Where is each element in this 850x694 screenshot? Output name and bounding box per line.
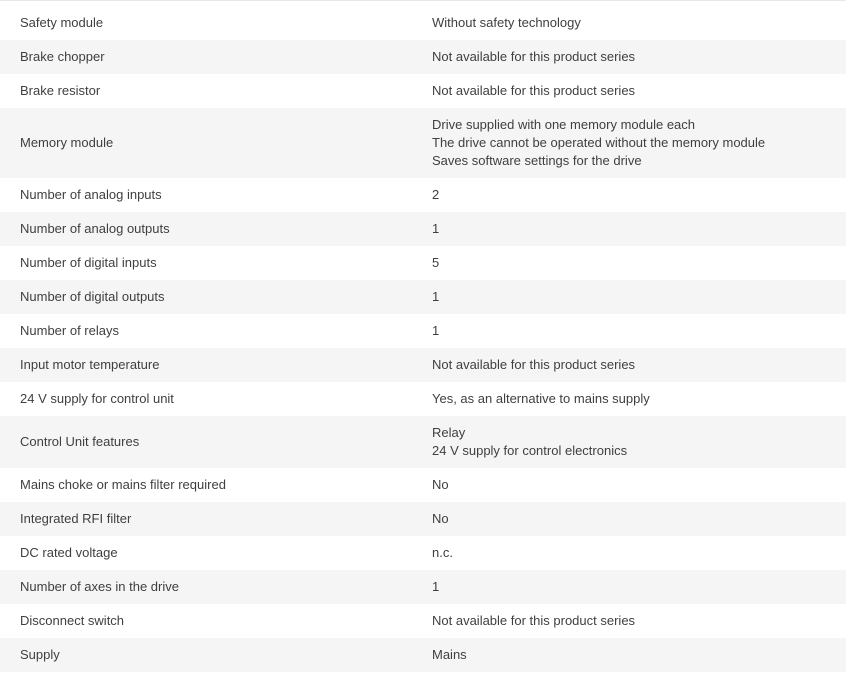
spec-value [432, 48, 846, 66]
table-row [0, 40, 846, 74]
spec-value-line: n.c. [432, 545, 453, 560]
table-row [0, 178, 846, 212]
spec-label: Mains choke or mains filter required [20, 477, 226, 492]
table-row [0, 604, 846, 638]
spec-label: Memory module [20, 135, 114, 150]
table-row [0, 348, 846, 382]
spec-value-line: Not available for this product series [432, 83, 636, 98]
spec-value-line: Without safety technology [432, 15, 581, 30]
table-row [0, 416, 846, 468]
spec-label: Input motor temperature [20, 357, 160, 372]
spec-label: Number of relays [20, 323, 119, 338]
spec-label: Brake chopper [20, 49, 105, 64]
spec-value-line: Relay [432, 425, 466, 440]
table-row [0, 74, 846, 108]
table-row [0, 638, 846, 672]
table-row [0, 280, 846, 314]
spec-value [432, 510, 846, 528]
spec-value-line: 1 [432, 289, 440, 304]
spec-value-line: 1 [432, 323, 440, 338]
spec-value [432, 544, 846, 562]
spec-value [432, 424, 846, 460]
table-row [0, 502, 846, 536]
spec-value [432, 476, 846, 494]
table-row [0, 314, 846, 348]
spec-value-line: Mains [432, 647, 467, 662]
spec-label: 24 V supply for control unit [20, 391, 174, 406]
spec-label: Number of analog outputs [20, 221, 170, 236]
spec-label: Integrated RFI filter [20, 511, 132, 526]
spec-value-line: 2 [432, 187, 440, 202]
spec-label: Safety module [20, 15, 104, 30]
spec-label: DC rated voltage [20, 545, 118, 560]
spec-label: Number of digital outputs [20, 289, 165, 304]
table-row [0, 382, 846, 416]
spec-value [432, 322, 846, 340]
spec-label: Brake resistor [20, 83, 101, 98]
spec-label: Number of digital inputs [20, 255, 157, 270]
spec-value [432, 288, 846, 306]
spec-value-line: 5 [432, 255, 440, 270]
spec-value [432, 14, 846, 32]
spec-value-line: No [432, 511, 449, 526]
table-row [0, 212, 846, 246]
spec-value [432, 116, 846, 170]
spec-value-line: Not available for this product series [432, 49, 636, 64]
spec-value-line: 1 [432, 221, 440, 236]
spec-value-line: Saves software settings for the drive [432, 153, 642, 168]
spec-value [432, 390, 846, 408]
spec-value [432, 82, 846, 100]
table-row [0, 570, 846, 604]
table-row [0, 108, 846, 178]
spec-value [432, 356, 846, 374]
spec-label: Supply [20, 647, 60, 662]
spec-value-line: Not available for this product series [432, 613, 636, 628]
spec-value [432, 220, 846, 238]
spec-value-line: 24 V supply for control electronics [432, 443, 628, 458]
table-row [0, 468, 846, 502]
spec-value [432, 578, 846, 596]
table-row [0, 536, 846, 570]
table-row [0, 246, 846, 280]
spec-value [432, 612, 846, 630]
table-row [0, 1, 846, 40]
spec-value-line: No [432, 477, 449, 492]
spec-value-line: Yes, as an alternative to mains supply [432, 391, 650, 406]
spec-value-line: The drive cannot be operated without the memory module [432, 135, 766, 150]
spec-label: Control Unit features [20, 434, 140, 449]
spec-value [432, 254, 846, 272]
spec-label: Disconnect switch [20, 613, 125, 628]
spec-label: Number of analog inputs [20, 187, 162, 202]
spec-label: Number of axes in the drive [20, 579, 179, 594]
spec-value [432, 186, 846, 204]
spec-value-line: Drive supplied with one memory module each [432, 117, 696, 132]
spec-value-line: Not available for this product series [432, 357, 636, 372]
spec-value [432, 646, 846, 664]
spec-value-line: 1 [432, 579, 440, 594]
